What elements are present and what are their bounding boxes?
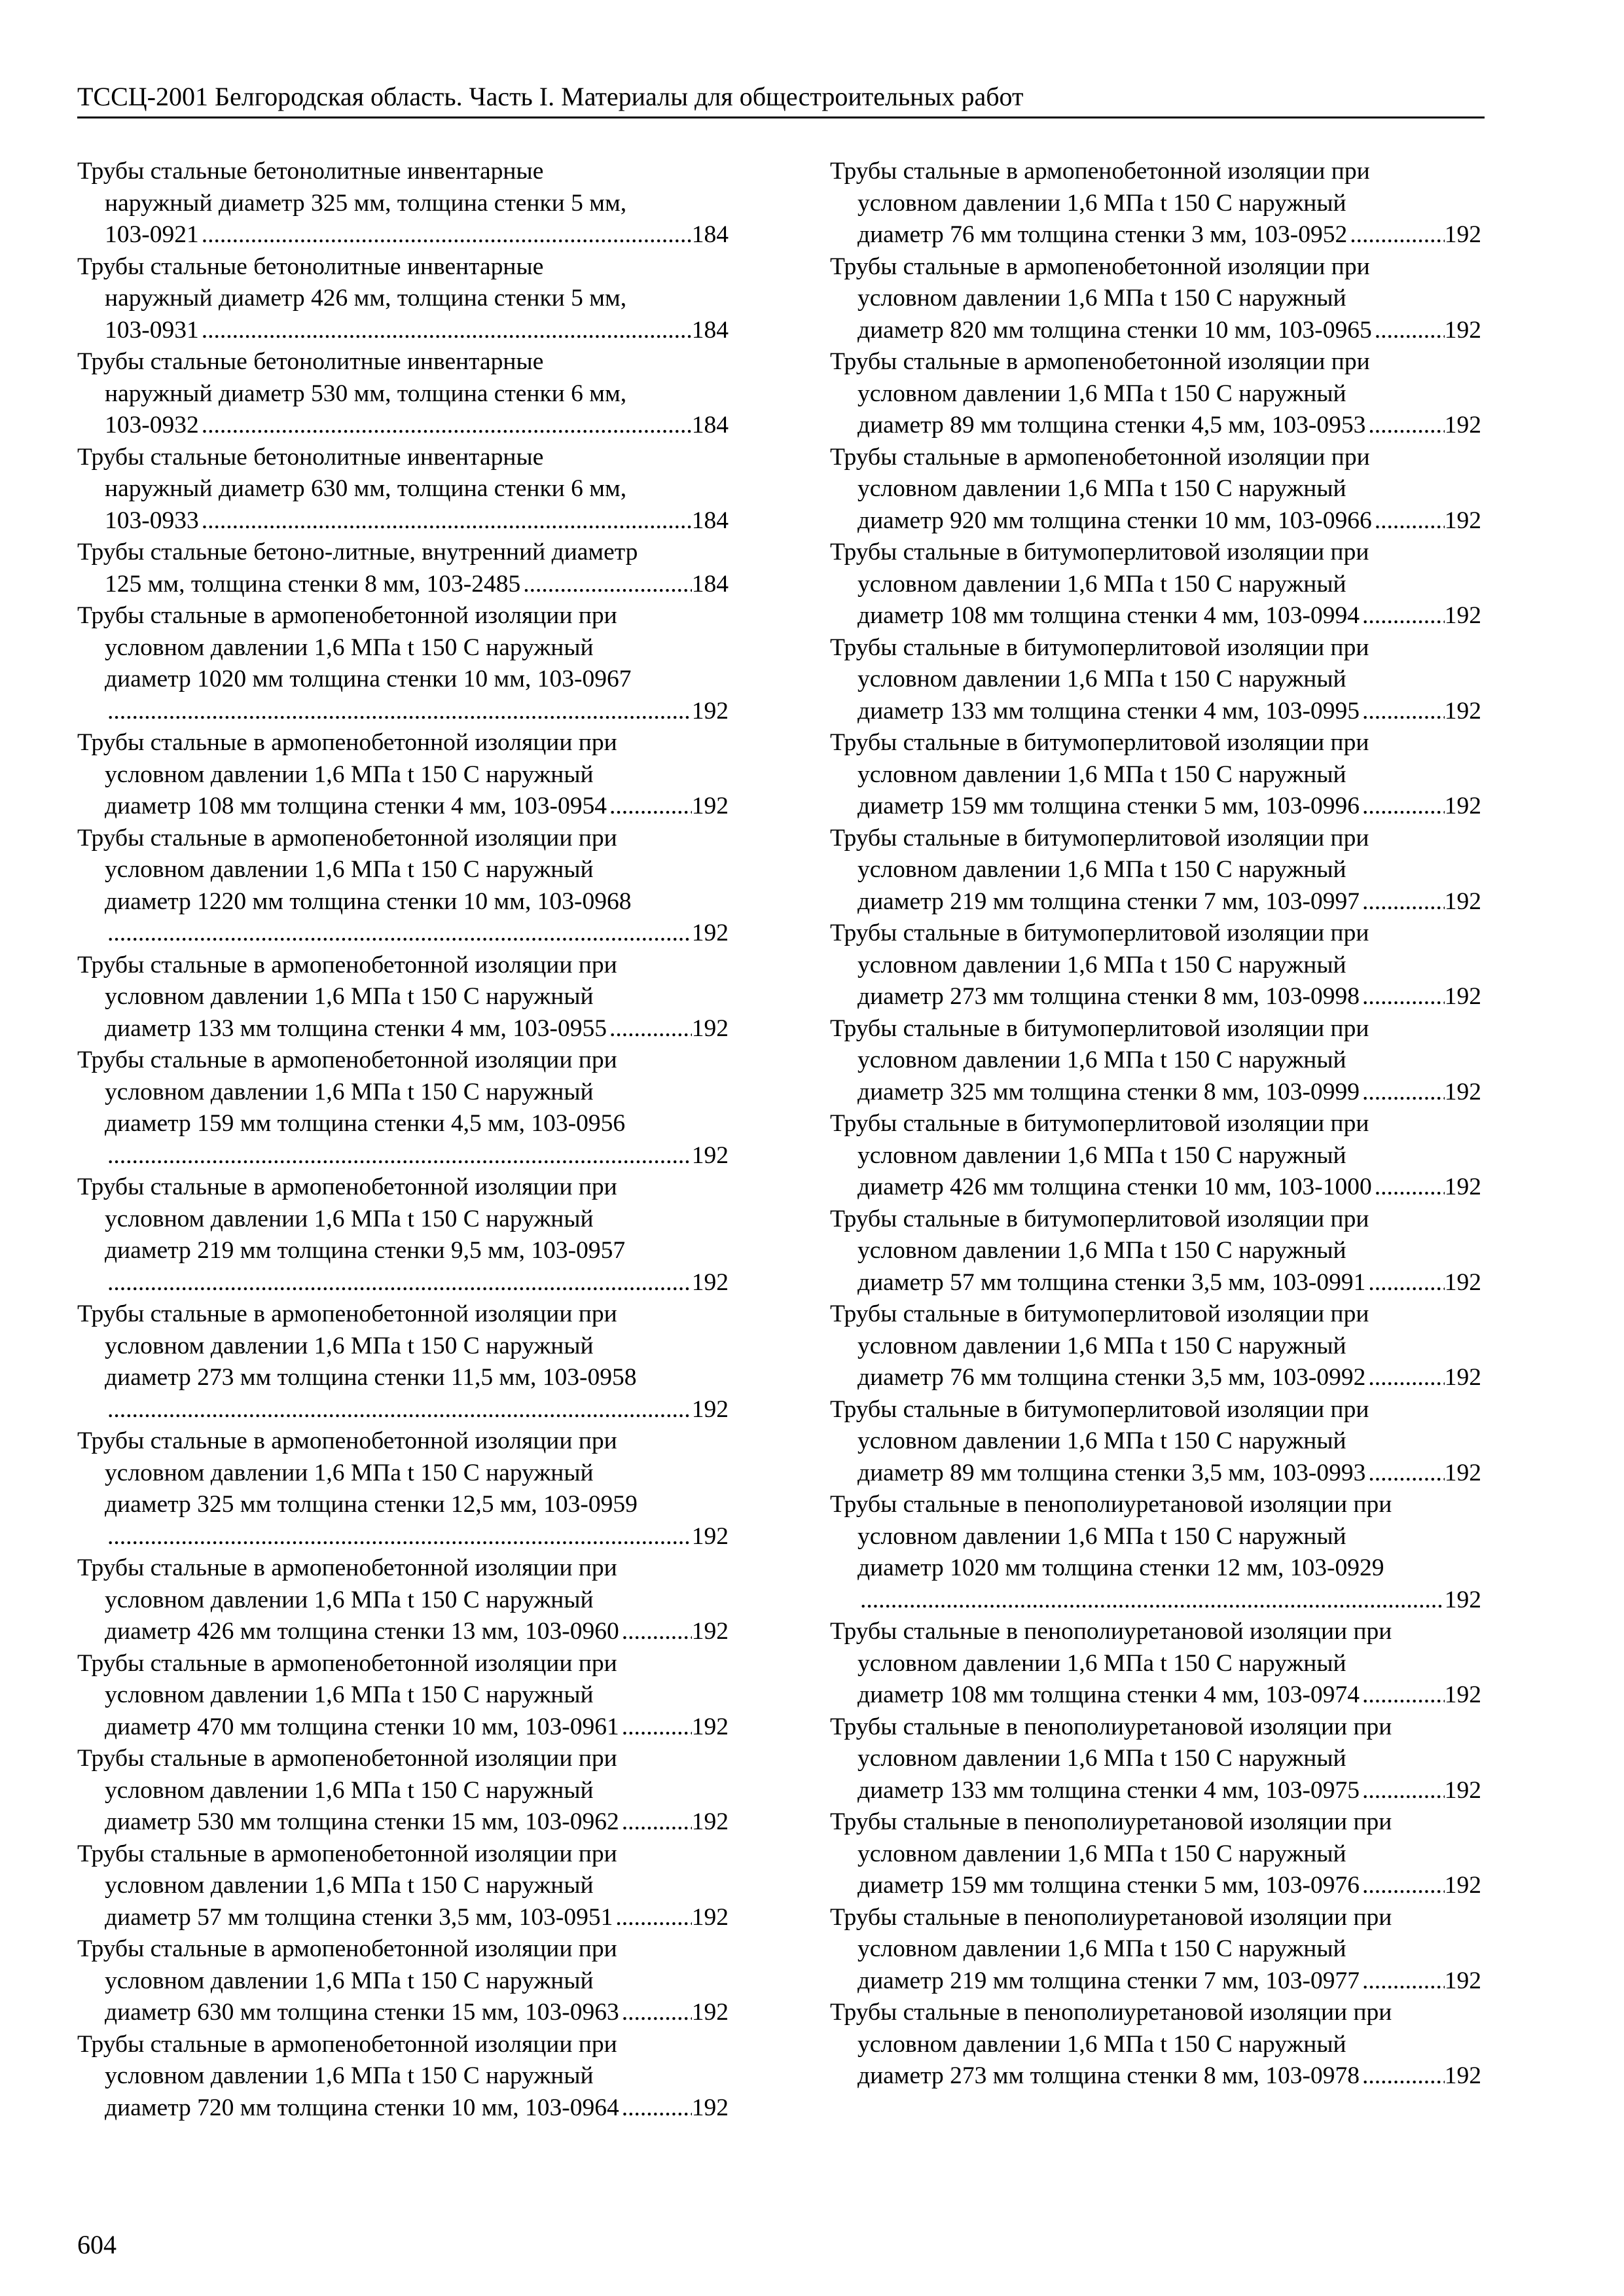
entry-continuation-line: условном давлении 1,6 МПа t 150 С наружный — [857, 1141, 1346, 1169]
index-entry — [830, 1712, 1481, 1807]
entry-leader-line — [77, 1997, 729, 2029]
dot-leader — [107, 1140, 692, 1172]
entry-page-number: 192 — [691, 2094, 729, 2121]
entry-leader-line — [830, 1870, 1481, 1902]
entry-continuation-line: условном давлении 1,6 МПа t 150 С наружный — [857, 285, 1346, 312]
entry-leader-line — [77, 1902, 729, 1934]
entry-continuation-line: условном давлении 1,6 МПа t 150 С наружный — [105, 983, 594, 1010]
dot-leader — [1368, 1458, 1444, 1490]
entry-reference: 103-0931 — [105, 316, 199, 344]
entry-reference: диаметр 273 мм толщина стенки 8 мм, 103-0998 — [857, 983, 1360, 1010]
entry-leader-line — [830, 1362, 1481, 1394]
entry-reference: диаметр 219 мм толщина стенки 7 мм, 103-0997 — [857, 888, 1360, 915]
entry-leader-line — [830, 219, 1481, 251]
entry-title-line: Трубы стальные в битумоперлитовой изоляции при — [830, 1300, 1369, 1327]
entry-title-line: Трубы стальные бетонолитные инвентарные — [77, 443, 544, 471]
entry-continuation-line: условном давлении 1,6 МПа t 150 С наружный — [857, 380, 1346, 407]
index-entry — [830, 918, 1481, 1013]
entry-title-line: Трубы стальные в армопенобетонной изоляции при — [77, 951, 617, 978]
dot-leader — [1362, 1679, 1445, 1712]
entry-title-line: Трубы стальные в армопенобетонной изоляции при — [830, 348, 1370, 375]
dot-leader — [202, 505, 692, 537]
entry-page-number: 184 — [691, 570, 729, 598]
dot-leader — [1368, 1362, 1444, 1394]
entry-leader-line — [77, 1267, 729, 1299]
entry-title-line: Трубы стальные в армопенобетонной изоляции при — [77, 729, 617, 756]
index-entry — [77, 1045, 729, 1172]
entry-title-line: Трубы стальные в битумоперлитовой изоляции при — [830, 920, 1369, 946]
entry-reference: диаметр 108 мм толщина стенки 4 мм, 103-0954 — [105, 793, 607, 819]
entry-page-number: 184 — [691, 507, 729, 534]
entry-reference: 103-0933 — [105, 507, 199, 534]
entry-page-number: 192 — [691, 1808, 729, 1835]
dot-leader — [1375, 1172, 1445, 1204]
entry-continuation-line: диаметр 273 мм толщина стенки 11,5 мм, 103-0958 — [105, 1364, 637, 1391]
entry-continuation-line: условном давлении 1,6 МПа t 150 С наружный — [105, 761, 594, 788]
entry-leader-line — [830, 1458, 1481, 1490]
entry-page-number: 192 — [691, 1713, 729, 1740]
entry-page-number: 192 — [1444, 1174, 1481, 1200]
entry-title-line: Трубы стальные бетонолитные инвентарные — [77, 158, 544, 185]
index-entry — [830, 1997, 1481, 2092]
entry-leader-line — [830, 1267, 1481, 1299]
dot-leader — [1368, 410, 1444, 442]
entry-page-number: 192 — [1444, 888, 1481, 915]
entry-title-line: Трубы стальные в армопенобетонной изоляции при — [77, 1300, 617, 1327]
entry-title-line: Трубы стальные в армопенобетонной изоляции при — [830, 443, 1370, 471]
entry-page-number: 192 — [1444, 507, 1481, 534]
dot-leader — [622, 1712, 692, 1744]
entry-page-number: 192 — [691, 1522, 729, 1550]
entry-continuation-line: условном давлении 1,6 МПа t 150 С наружный — [105, 1967, 594, 1994]
entry-leader-line — [830, 981, 1481, 1013]
entry-continuation-line: условном давлении 1,6 МПа t 150 С наружный — [105, 1459, 594, 1486]
entry-page-number: 192 — [691, 1903, 729, 1931]
index-entry — [830, 1806, 1481, 1902]
entry-leader-line — [77, 1140, 729, 1172]
index-entry — [77, 156, 729, 251]
entry-continuation-line: условном давлении 1,6 МПа t 150 С наружный — [857, 1332, 1346, 1359]
entry-reference: диаметр 426 мм толщина стенки 13 мм, 103-0960 — [105, 1618, 619, 1645]
entry-continuation-line: условном давлении 1,6 МПа t 150 С наружный — [105, 1776, 594, 1804]
entry-reference: диаметр 108 мм толщина стенки 4 мм, 103-0994 — [857, 602, 1360, 629]
entry-title-line: Трубы стальные бетонолитные инвентарные — [77, 348, 544, 375]
index-entry — [77, 727, 729, 823]
entry-title-line: Трубы стальные в армопенобетонной изоляции при — [77, 1427, 617, 1454]
entry-continuation-line: условном давлении 1,6 МПа t 150 С наружный — [857, 1745, 1346, 1772]
entry-reference: диаметр 159 мм толщина стенки 5 мм, 103-0996 — [857, 793, 1360, 819]
entry-continuation-line: условном давлении 1,6 МПа t 150 С наружный — [857, 1840, 1346, 1867]
dot-leader — [1375, 505, 1445, 537]
entry-continuation-line: условном давлении 1,6 МПа t 150 С наружный — [105, 1586, 594, 1613]
entry-leader-line — [77, 1521, 729, 1553]
entry-reference: диаметр 920 мм толщина стенки 10 мм, 103-0966 — [857, 507, 1372, 534]
dot-leader — [107, 918, 692, 950]
entry-page-number: 184 — [691, 221, 729, 248]
index-entry — [830, 1204, 1481, 1299]
dot-leader — [1362, 1775, 1445, 1807]
entry-reference: диаметр 89 мм толщина стенки 4,5 мм, 103-0953 — [857, 412, 1366, 439]
entry-leader-line — [830, 791, 1481, 823]
entry-continuation-line: условном давлении 1,6 МПа t 150 С наружный — [105, 1872, 594, 1899]
entry-leader-line — [77, 2092, 729, 2125]
entry-leader-line — [830, 600, 1481, 632]
entry-page-number: 192 — [1444, 412, 1481, 439]
entry-continuation-line: наружный диаметр 630 мм, толщина стенки 6 мм, — [105, 475, 627, 502]
index-entry — [77, 442, 729, 537]
entry-title-line: Трубы стальные в армопенобетонной изоляции при — [77, 602, 617, 629]
entry-reference: 103-0921 — [105, 221, 199, 248]
entry-continuation-line: условном давлении 1,6 МПа t 150 С наружный — [857, 2030, 1346, 2058]
index-entry — [830, 156, 1481, 251]
entry-title-line: Трубы стальные в пенополиуретановой изоляции при — [830, 1999, 1392, 2026]
dot-leader — [609, 1013, 692, 1045]
dot-leader — [1362, 1077, 1445, 1109]
entry-page-number: 184 — [691, 316, 729, 344]
index-entry — [77, 346, 729, 442]
dot-leader — [1362, 791, 1445, 823]
entry-leader-line — [77, 569, 729, 601]
index-column-left — [77, 156, 729, 2124]
entry-continuation-line: условном давлении 1,6 МПа t 150 С наружный — [105, 2062, 594, 2089]
entry-continuation-line: условном давлении 1,6 МПа t 150 С наружный — [105, 1332, 594, 1359]
entry-page-number: 192 — [691, 1395, 729, 1423]
entry-page-number: 192 — [1444, 983, 1481, 1010]
index-entry — [830, 1489, 1481, 1616]
entry-page-number: 192 — [1444, 1268, 1481, 1296]
entry-page-number: 192 — [1444, 697, 1481, 725]
entry-page-number: 192 — [1444, 1967, 1481, 1994]
entry-reference: диаметр 133 мм толщина стенки 4 мм, 103-0975 — [857, 1776, 1360, 1804]
entry-leader-line — [77, 791, 729, 823]
entry-continuation-line: условном давлении 1,6 МПа t 150 С наружный — [857, 1047, 1346, 1073]
entry-leader-line — [77, 219, 729, 251]
entry-leader-line — [77, 918, 729, 950]
entry-reference: диаметр 426 мм толщина стенки 10 мм, 103-1000 — [857, 1174, 1372, 1200]
entry-leader-line — [77, 1806, 729, 1839]
index-entry — [830, 1299, 1481, 1394]
dot-leader — [609, 791, 692, 823]
entry-title-line: Трубы стальные в армопенобетонной изоляции при — [77, 824, 617, 852]
entry-page-number: 192 — [691, 1268, 729, 1296]
index-entry — [77, 950, 729, 1045]
dot-leader — [1362, 600, 1445, 632]
entry-leader-line — [77, 696, 729, 728]
entry-continuation-line: условном давлении 1,6 МПа t 150 С наружный — [105, 856, 594, 883]
entry-page-number: 192 — [1444, 316, 1481, 344]
dot-leader — [107, 1267, 692, 1299]
dot-leader — [1362, 696, 1445, 728]
entry-continuation-line: условном давлении 1,6 МПа t 150 С наружный — [857, 666, 1346, 692]
entry-title-line: Трубы стальные в битумоперлитовой изоляции при — [830, 1205, 1369, 1232]
entry-continuation-line: наружный диаметр 325 мм, толщина стенки 5 мм, — [105, 189, 627, 217]
entry-leader-line — [830, 505, 1481, 537]
index-column-right — [830, 156, 1481, 2092]
entry-page-number: 192 — [691, 1141, 729, 1169]
entry-page-number: 192 — [691, 1618, 729, 1645]
entry-title-line: Трубы стальные в армопенобетонной изоляции при — [77, 1649, 617, 1677]
entry-leader-line — [830, 1679, 1481, 1712]
dot-leader — [1362, 2060, 1445, 2092]
dot-leader — [202, 219, 692, 251]
entry-reference: диаметр 720 мм толщина стенки 10 мм, 103-0964 — [105, 2094, 619, 2121]
entry-continuation-line: диаметр 159 мм толщина стенки 4,5 мм, 103-0956 — [105, 1110, 626, 1137]
entry-leader-line — [830, 696, 1481, 728]
entry-title-line: Трубы стальные в битумоперлитовой изоляции при — [830, 634, 1369, 661]
entry-title-line: Трубы стальные в армопенобетонной изоляции при — [77, 1174, 617, 1200]
entry-title-line: Трубы стальные в битумоперлитовой изоляции при — [830, 729, 1369, 756]
dot-leader — [622, 1997, 692, 2029]
entry-page-number: 192 — [1444, 1586, 1481, 1613]
index-entry — [830, 823, 1481, 918]
entry-continuation-line: диаметр 219 мм толщина стенки 9,5 мм, 103-0957 — [105, 1237, 626, 1264]
index-entry — [830, 632, 1481, 728]
dot-leader — [107, 696, 692, 728]
dot-leader — [1375, 315, 1445, 347]
entry-leader-line — [77, 1616, 729, 1648]
entry-leader-line — [77, 315, 729, 347]
entry-reference: 103-0932 — [105, 412, 199, 439]
entry-reference: диаметр 57 мм толщина стенки 3,5 мм, 103-0991 — [857, 1268, 1366, 1296]
dot-leader — [523, 569, 692, 601]
entry-leader-line — [830, 1775, 1481, 1807]
entry-title-line: Трубы стальные в армопенобетонной изоляции при — [830, 253, 1370, 280]
entry-continuation-line: диаметр 1020 мм толщина стенки 12 мм, 103-0929 — [857, 1554, 1384, 1581]
entry-title-line: Трубы стальные в армопенобетонной изоляции при — [830, 158, 1370, 185]
index-entry — [77, 1552, 729, 1648]
entry-page-number: 192 — [1444, 1459, 1481, 1486]
index-entry — [77, 1839, 729, 1934]
index-entry — [77, 1299, 729, 1426]
entry-page-number: 192 — [1444, 2062, 1481, 2089]
entry-continuation-line: диаметр 1020 мм толщина стенки 10 мм, 103-0967 — [105, 666, 632, 692]
entry-leader-line — [830, 1585, 1481, 1617]
entry-title-line: Трубы стальные в пенополиуретановой изоляции при — [830, 1808, 1392, 1835]
index-entry — [77, 2029, 729, 2125]
entry-leader-line — [830, 1965, 1481, 1998]
entry-reference: диаметр 820 мм толщина стенки 10 мм, 103-0965 — [857, 316, 1372, 344]
entry-reference: диаметр 133 мм толщина стенки 4 мм, 103-0995 — [857, 697, 1360, 725]
dot-leader — [622, 1616, 692, 1648]
entry-title-line: Трубы стальные в пенополиуретановой изоляции при — [830, 1713, 1392, 1740]
entry-leader-line — [77, 410, 729, 442]
entry-page-number: 192 — [691, 1014, 729, 1042]
entry-page-number: 192 — [691, 793, 729, 819]
entry-continuation-line: наружный диаметр 530 мм, толщина стенки 6 мм, — [105, 380, 627, 407]
index-entry — [77, 1743, 729, 1839]
index-entry — [830, 251, 1481, 347]
entry-continuation-line: условном давлении 1,6 МПа t 150 С наружный — [857, 761, 1346, 788]
entry-title-line: Трубы стальные в армопенобетонной изоляции при — [77, 1047, 617, 1073]
dot-leader — [202, 315, 692, 347]
entry-continuation-line: условном давлении 1,6 МПа t 150 С наружный — [857, 189, 1346, 217]
entry-reference: диаметр 325 мм толщина стенки 8 мм, 103-0999 — [857, 1078, 1360, 1105]
entry-reference: диаметр 89 мм толщина стенки 3,5 мм, 103-0993 — [857, 1459, 1366, 1486]
entry-reference: 125 мм, толщина стенки 8 мм, 103-2485 — [105, 570, 521, 598]
index-entry — [77, 1648, 729, 1744]
index-entry — [77, 1426, 729, 1552]
page-header: ТССЦ-2001 Белгородская область. Часть I. Материалы для общестроительных работ — [77, 80, 1485, 118]
dot-leader — [1362, 886, 1445, 918]
entry-continuation-line: условном давлении 1,6 МПа t 150 С наружный — [105, 1681, 594, 1708]
entry-title-line: Трубы стальные в пенополиуретановой изоляции при — [830, 1903, 1392, 1931]
entry-continuation-line: условном давлении 1,6 МПа t 150 С наружный — [857, 951, 1346, 978]
entry-page-number: 192 — [1444, 1872, 1481, 1899]
index-entry — [830, 346, 1481, 442]
entry-title-line: Трубы стальные бетоно-литные, внутренний диаметр — [77, 539, 638, 565]
index-entry — [830, 1108, 1481, 1204]
entry-continuation-line: условном давлении 1,6 МПа t 150 С наружный — [857, 856, 1346, 883]
dot-leader — [202, 410, 692, 442]
entry-reference: диаметр 159 мм толщина стенки 5 мм, 103-0976 — [857, 1872, 1360, 1899]
entry-page-number: 192 — [1444, 1364, 1481, 1391]
entry-continuation-line: условном давлении 1,6 МПа t 150 С наружный — [857, 570, 1346, 598]
entry-title-line: Трубы стальные в битумоперлитовой изоляции при — [830, 539, 1369, 565]
index-entry — [830, 1394, 1481, 1490]
entry-title-line: Трубы стальные в битумоперлитовой изоляции при — [830, 1014, 1369, 1042]
index-entry — [830, 442, 1481, 537]
index-entry — [830, 727, 1481, 823]
entry-leader-line — [77, 1712, 729, 1744]
index-entry — [77, 823, 729, 950]
entry-continuation-line: условном давлении 1,6 МПа t 150 С наружный — [857, 1237, 1346, 1264]
entry-continuation-line: условном давлении 1,6 МПа t 150 С наружный — [857, 1935, 1346, 1962]
entry-continuation-line: наружный диаметр 426 мм, толщина стенки 5 мм, — [105, 285, 627, 312]
dot-leader — [1362, 1965, 1445, 1998]
index-entry — [830, 1616, 1481, 1712]
index-entry — [830, 1013, 1481, 1109]
entry-title-line: Трубы стальные в армопенобетонной изоляции при — [77, 2030, 617, 2058]
dot-leader — [107, 1521, 692, 1553]
entry-continuation-line: условном давлении 1,6 МПа t 150 С наружный — [857, 475, 1346, 502]
entry-reference: диаметр 108 мм толщина стенки 4 мм, 103-0974 — [857, 1681, 1360, 1708]
entry-reference: диаметр 76 мм толщина стенки 3 мм, 103-0952 — [857, 221, 1348, 248]
entry-continuation-line: условном давлении 1,6 МПа t 150 С наружный — [857, 1522, 1346, 1550]
entry-leader-line — [830, 1077, 1481, 1109]
entry-page-number: 192 — [691, 697, 729, 725]
entry-continuation-line: условном давлении 1,6 МПа t 150 С наружный — [105, 1078, 594, 1105]
dot-leader — [615, 1902, 691, 1934]
entry-leader-line — [830, 2060, 1481, 2092]
index-entry — [77, 537, 729, 600]
entry-reference: диаметр 57 мм толщина стенки 3,5 мм, 103-0951 — [105, 1903, 613, 1931]
dot-leader — [1362, 1870, 1445, 1902]
entry-continuation-line: диаметр 325 мм толщина стенки 12,5 мм, 103-0959 — [105, 1491, 638, 1518]
dot-leader — [622, 2092, 692, 2125]
dot-leader — [1362, 981, 1445, 1013]
entry-reference: диаметр 530 мм толщина стенки 15 мм, 103-0962 — [105, 1808, 619, 1835]
entry-title-line: Трубы стальные бетонолитные инвентарные — [77, 253, 544, 280]
entry-leader-line — [830, 886, 1481, 918]
entry-page-number: 192 — [1444, 793, 1481, 819]
entry-page-number: 192 — [691, 920, 729, 946]
dot-leader — [622, 1806, 692, 1839]
index-entry — [77, 600, 729, 727]
dot-leader — [107, 1394, 692, 1426]
entry-title-line: Трубы стальные в пенополиуретановой изоляции при — [830, 1618, 1392, 1645]
index-entry — [77, 251, 729, 347]
entry-title-line: Трубы стальные в битумоперлитовой изоляции при — [830, 824, 1369, 852]
entry-leader-line — [77, 505, 729, 537]
entry-leader-line — [830, 315, 1481, 347]
index-entry — [830, 1902, 1481, 1998]
dot-leader — [1368, 1267, 1444, 1299]
entry-leader-line — [77, 1394, 729, 1426]
entry-leader-line — [830, 1172, 1481, 1204]
entry-continuation-line: условном давлении 1,6 МПа t 150 С наружный — [857, 1649, 1346, 1677]
index-entry — [77, 1172, 729, 1299]
dot-leader — [1350, 219, 1445, 251]
entry-reference: диаметр 219 мм толщина стенки 7 мм, 103-0977 — [857, 1967, 1360, 1994]
entry-title-line: Трубы стальные в армопенобетонной изоляции при — [77, 1745, 617, 1772]
entry-title-line: Трубы стальные в битумоперлитовой изоляции при — [830, 1110, 1369, 1137]
entry-page-number: 192 — [1444, 602, 1481, 629]
index-entry — [830, 537, 1481, 632]
entry-page-number: 192 — [1444, 1681, 1481, 1708]
entry-reference: диаметр 630 мм толщина стенки 15 мм, 103-0963 — [105, 1999, 619, 2026]
entry-page-number: 192 — [1444, 1078, 1481, 1105]
index-entry — [77, 1933, 729, 2029]
entry-reference: диаметр 133 мм толщина стенки 4 мм, 103-0955 — [105, 1014, 607, 1042]
entry-continuation-line: условном давлении 1,6 МПа t 150 С наружный — [105, 634, 594, 661]
entry-page-number: 192 — [691, 1999, 729, 2026]
entry-reference: диаметр 273 мм толщина стенки 8 мм, 103-0978 — [857, 2062, 1360, 2089]
entry-continuation-line: диаметр 1220 мм толщина стенки 10 мм, 103-0968 — [105, 888, 632, 915]
entry-leader-line — [77, 1013, 729, 1045]
entry-continuation-line: условном давлении 1,6 МПа t 150 С наружный — [857, 1427, 1346, 1454]
entry-title-line: Трубы стальные в пенополиуретановой изоляции при — [830, 1491, 1392, 1518]
entry-reference: диаметр 76 мм толщина стенки 3,5 мм, 103-0992 — [857, 1364, 1366, 1391]
entry-title-line: Трубы стальные в армопенобетонной изоляции при — [77, 1554, 617, 1581]
entry-page-number: 184 — [691, 412, 729, 439]
entry-leader-line — [830, 410, 1481, 442]
page-number: 604 — [77, 2230, 117, 2259]
entry-page-number: 192 — [1444, 1776, 1481, 1804]
dot-leader — [860, 1585, 1445, 1617]
entry-page-number: 192 — [1444, 221, 1481, 248]
entry-continuation-line: условном давлении 1,6 МПа t 150 С наружный — [105, 1205, 594, 1232]
entry-title-line: Трубы стальные в битумоперлитовой изоляции при — [830, 1395, 1369, 1423]
entry-title-line: Трубы стальные в армопенобетонной изоляции при — [77, 1935, 617, 1962]
entry-title-line: Трубы стальные в армопенобетонной изоляции при — [77, 1840, 617, 1867]
entry-reference: диаметр 470 мм толщина стенки 10 мм, 103-0961 — [105, 1713, 619, 1740]
